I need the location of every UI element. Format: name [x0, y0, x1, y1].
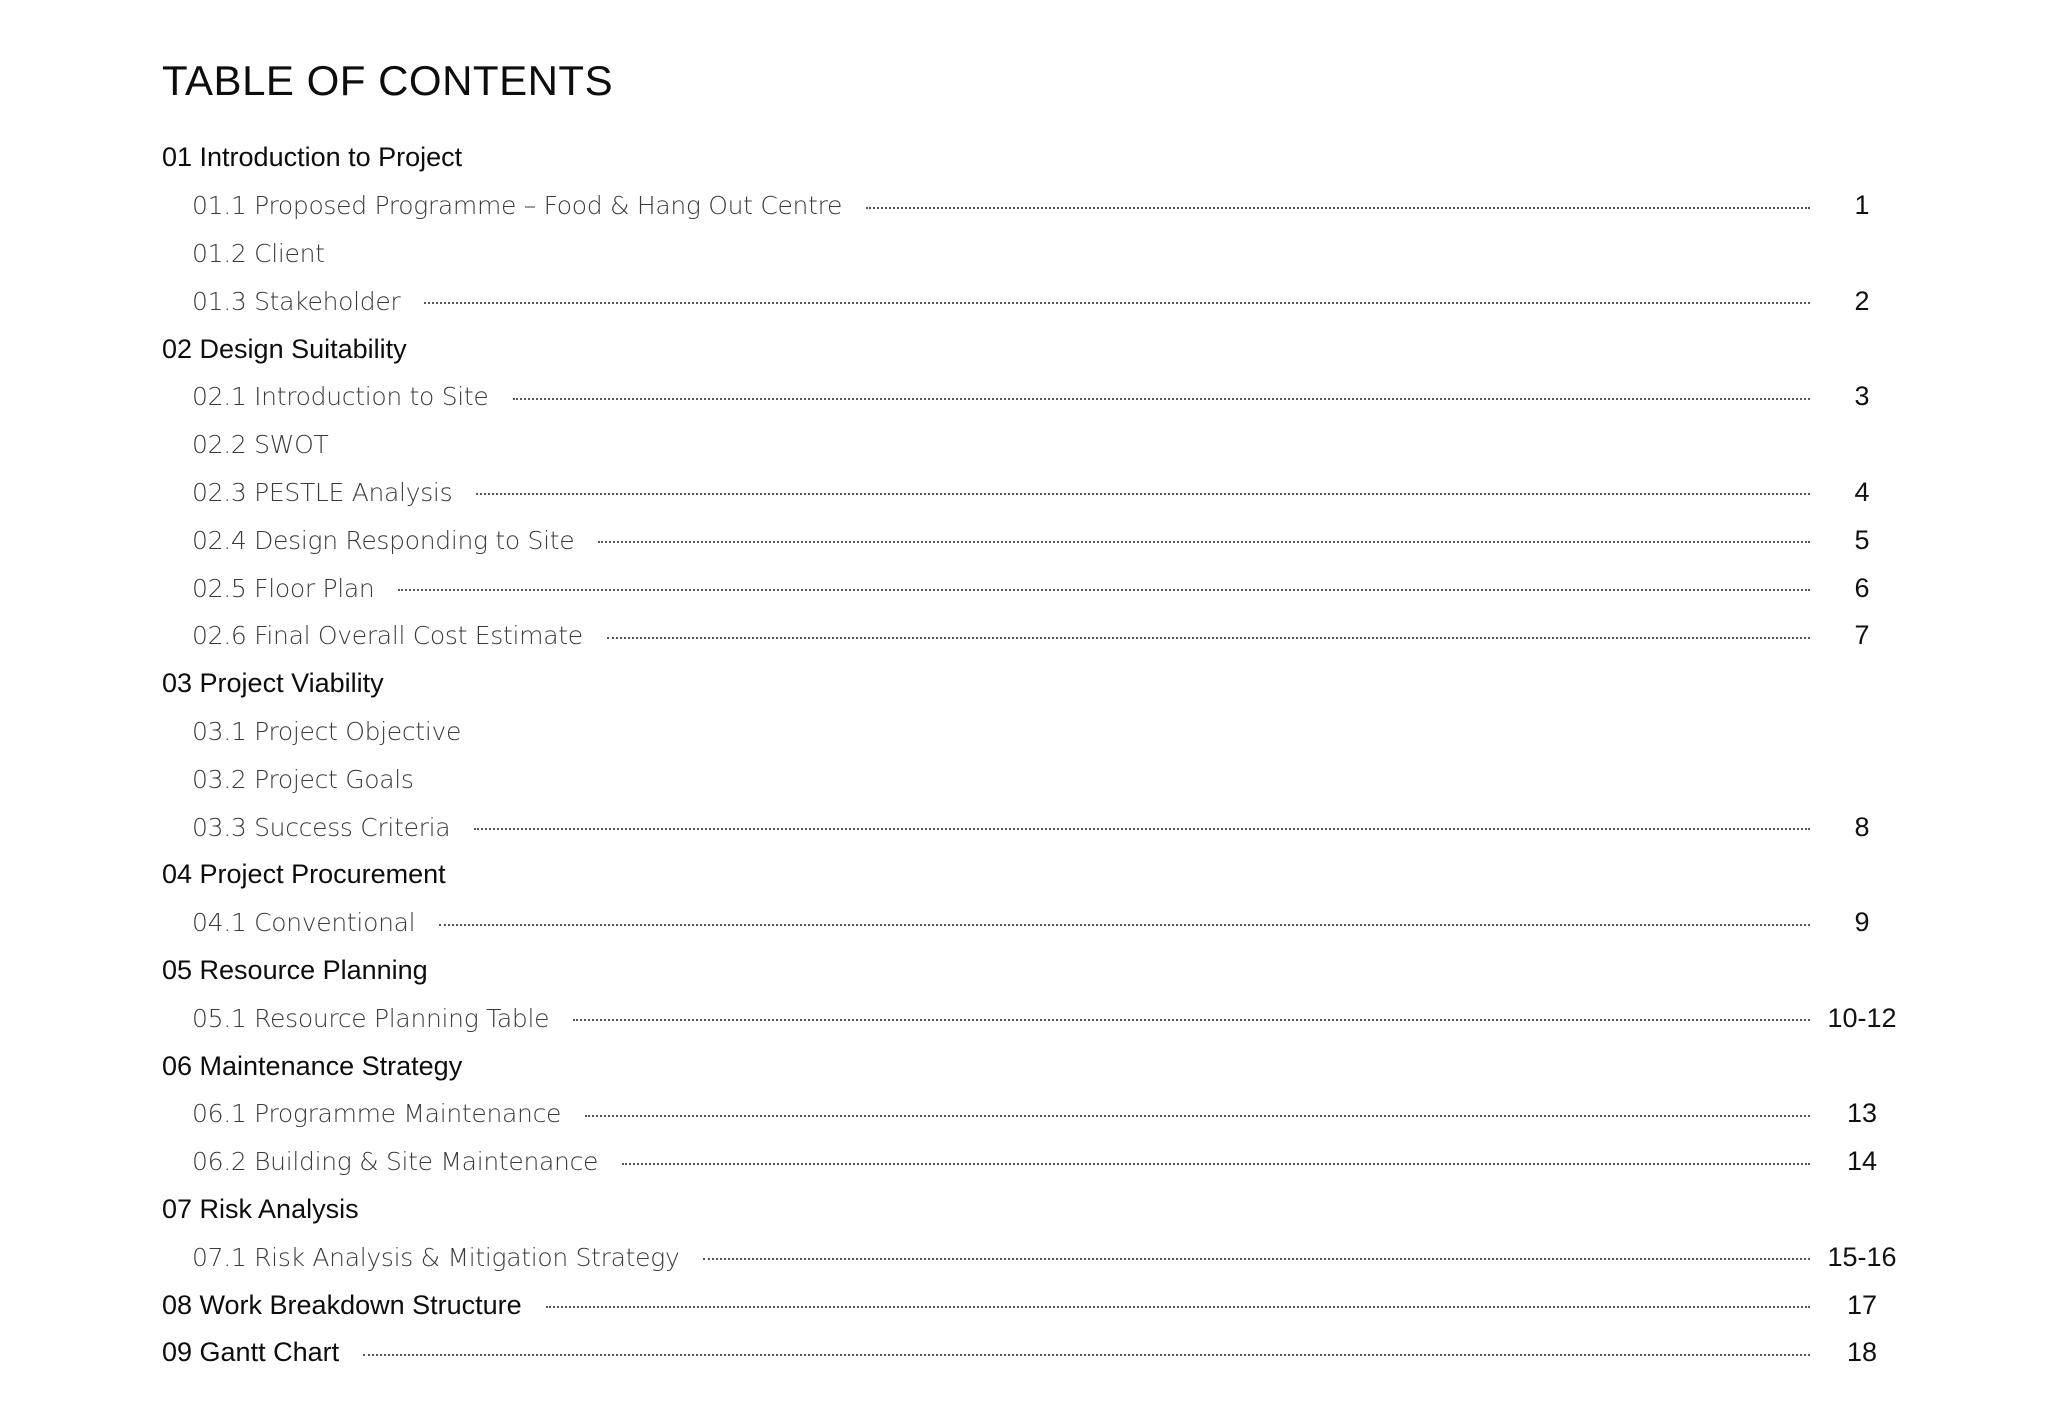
toc-entry-label: 03 Project Viability — [162, 668, 384, 699]
toc-entry-label: 06 Maintenance Strategy — [162, 1050, 463, 1081]
dot-leader — [439, 924, 1810, 926]
toc-entry-label: 04.1 Conventional — [192, 908, 416, 938]
dot-leader — [598, 541, 1810, 543]
toc-entry-label: 04 Project Procurement — [162, 859, 446, 890]
toc-page-number: 3 — [1854, 381, 1870, 412]
toc-entry-label: 01.1 Proposed Programme – Food & Hang Out Centre — [192, 191, 843, 221]
toc-subsection-entry[interactable] — [162, 1090, 1902, 1138]
toc-page-number: 9 — [1854, 907, 1870, 938]
toc-page-number: 17 — [1846, 1289, 1878, 1320]
toc-page-number: 13 — [1846, 1098, 1878, 1129]
toc-subsection-entry[interactable] — [162, 373, 1902, 421]
toc-entry-label: 02.1 Introduction to Site — [192, 382, 489, 412]
toc-page-number: 18 — [1846, 1337, 1878, 1368]
toc-entry-label: 05 Resource Planning — [162, 954, 428, 985]
dot-leader — [513, 398, 1811, 400]
table-of-contents — [162, 134, 1902, 1377]
toc-section-entry[interactable] — [162, 1186, 1902, 1234]
dot-leader — [476, 493, 1810, 495]
toc-subsection-entry[interactable] — [162, 755, 1902, 803]
toc-subsection-entry[interactable] — [162, 516, 1902, 564]
dot-leader — [546, 1306, 1810, 1308]
dot-leader — [622, 1163, 1810, 1165]
toc-entry-label: 02 Design Suitability — [162, 333, 407, 364]
toc-subsection-entry[interactable] — [162, 421, 1902, 469]
toc-entry-label: 02.5 Floor Plan — [192, 573, 375, 603]
toc-subsection-entry[interactable] — [162, 994, 1902, 1042]
toc-section-entry[interactable] — [162, 1281, 1902, 1329]
toc-entry-label: 06.1 Programme Maintenance — [192, 1099, 562, 1129]
toc-entry-label: 02.3 PESTLE Analysis — [192, 477, 453, 507]
toc-page-number: 10-12 — [1827, 1002, 1897, 1033]
toc-entry-label: 01.2 Client — [192, 238, 325, 268]
toc-section-entry[interactable] — [162, 325, 1902, 373]
toc-entry-label: 03.3 Success Criteria — [192, 812, 451, 842]
toc-page-number: 5 — [1854, 524, 1870, 555]
toc-entry-label: 07 Risk Analysis — [162, 1193, 359, 1224]
toc-entry-label: 01.3 Stakeholder — [192, 286, 401, 316]
toc-subsection-entry[interactable] — [162, 708, 1902, 756]
toc-section-entry[interactable] — [162, 851, 1902, 899]
toc-page-number: 4 — [1854, 476, 1870, 507]
toc-subsection-entry[interactable] — [162, 612, 1902, 660]
toc-page-number: 7 — [1854, 620, 1870, 651]
toc-entry-label: 08 Work Breakdown Structure — [162, 1289, 522, 1320]
toc-entry-label: 06.2 Building & Site Maintenance — [192, 1147, 599, 1177]
toc-entry-label: 01 Introduction to Project — [162, 142, 463, 173]
dot-leader — [573, 1019, 1810, 1021]
dot-leader — [474, 828, 1810, 830]
toc-entry-label: 02.6 Final Overall Cost Estimate — [192, 621, 583, 651]
toc-page-number: 8 — [1854, 811, 1870, 842]
toc-subsection-entry[interactable] — [162, 803, 1902, 851]
toc-subsection-entry[interactable] — [162, 1138, 1902, 1186]
toc-subsection-entry[interactable] — [162, 899, 1902, 947]
dot-leader — [866, 207, 1810, 209]
dot-leader — [398, 589, 1810, 591]
toc-subsection-entry[interactable] — [162, 230, 1902, 278]
toc-entry-label: 03.1 Project Objective — [192, 716, 462, 746]
toc-entry-label: 07.1 Risk Analysis & Mitigation Strategy — [192, 1242, 680, 1272]
toc-subsection-entry[interactable] — [162, 564, 1902, 612]
toc-page-number: 15-16 — [1827, 1241, 1897, 1272]
dot-leader — [607, 637, 1810, 639]
toc-section-entry[interactable] — [162, 947, 1902, 995]
dot-leader — [585, 1115, 1810, 1117]
toc-page-number: 2 — [1854, 285, 1870, 316]
toc-entry-label: 09 Gantt Chart — [162, 1337, 340, 1368]
toc-section-entry[interactable] — [162, 660, 1902, 708]
dot-leader — [703, 1258, 1810, 1260]
toc-page-number: 6 — [1854, 572, 1870, 603]
toc-subsection-entry[interactable] — [162, 277, 1902, 325]
toc-section-entry[interactable] — [162, 134, 1902, 182]
toc-page-number: 1 — [1854, 190, 1870, 221]
dot-leader — [363, 1354, 1810, 1356]
toc-page-number: 14 — [1846, 1146, 1878, 1177]
toc-entry-label: 02.4 Design Responding to Site — [192, 525, 575, 555]
toc-section-entry[interactable] — [162, 1042, 1902, 1090]
toc-subsection-entry[interactable] — [162, 469, 1902, 517]
toc-section-entry[interactable] — [162, 1329, 1902, 1377]
toc-subsection-entry[interactable] — [162, 182, 1902, 230]
toc-subsection-entry[interactable] — [162, 1233, 1902, 1281]
toc-entry-label: 02.2 SWOT — [192, 430, 329, 460]
page-title: TABLE OF CONTENTS — [162, 57, 614, 104]
toc-entry-label: 03.2 Project Goals — [192, 764, 414, 794]
toc-entry-label: 05.1 Resource Planning Table — [192, 1003, 550, 1033]
dot-leader — [424, 302, 1810, 304]
